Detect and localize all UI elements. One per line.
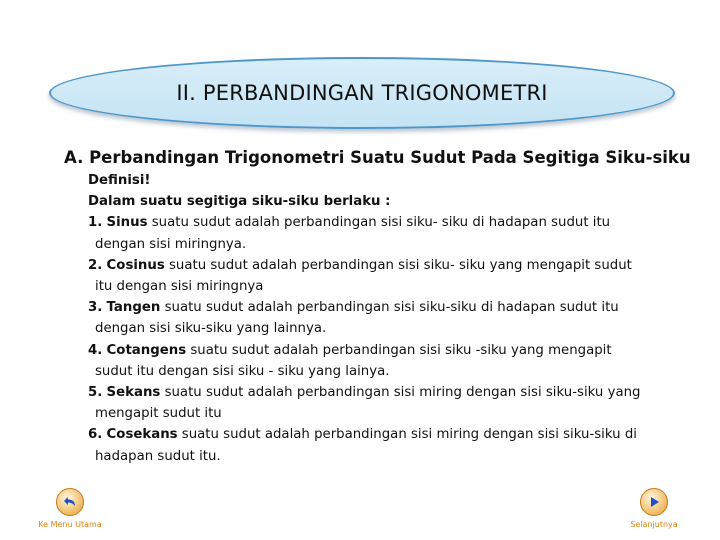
- item-text-continued: mengapit sudut itu: [95, 406, 222, 422]
- definition-intro: Dalam suatu segitiga siku-siku berlaku :: [88, 194, 391, 210]
- item-text-continued: hadapan sudut itu.: [95, 448, 221, 464]
- list-item: [88, 340, 688, 382]
- item-term: Tangen: [106, 300, 161, 316]
- main-menu-label: Ke Menu Utama: [38, 520, 102, 529]
- list-item: [88, 382, 688, 424]
- item-text-continued: dengan sisi miringnya.: [95, 236, 247, 252]
- list-item: [88, 424, 688, 466]
- item-term: Sinus: [106, 215, 148, 231]
- item-number: 3.: [88, 300, 103, 316]
- item-term: Cosekans: [106, 427, 178, 443]
- list-item: [88, 212, 688, 254]
- main-menu-button[interactable]: [30, 488, 110, 532]
- definition-content: [88, 170, 688, 467]
- item-term: Cosinus: [106, 257, 165, 273]
- item-number: 4.: [88, 342, 103, 358]
- next-label: Selanjutnya: [630, 520, 678, 529]
- item-text: suatu sudut adalah perbandingan sisi siku- siku di hadapan sudut itu: [147, 215, 611, 231]
- item-number: 2.: [88, 257, 103, 273]
- section-heading: A. Perbandingan Trigonometri Suatu Sudut Pada Segitiga Siku-siku: [64, 148, 691, 167]
- item-text: suatu sudut adalah perbandingan sisi siku -siku yang mengapit: [186, 342, 612, 358]
- item-text-continued: dengan sisi siku-siku yang lainnya.: [95, 321, 327, 337]
- item-text: suatu sudut adalah perbandingan sisi siku- siku yang mengapit sudut: [164, 257, 632, 273]
- play-next-icon[interactable]: [640, 488, 668, 516]
- item-text: suatu sudut adalah perbandingan sisi miring dengan sisi siku-siku di: [177, 427, 637, 443]
- back-arrow-icon[interactable]: [56, 488, 84, 516]
- item-text: suatu sudut adalah perbandingan sisi siku-siku di hadapan sudut itu: [160, 300, 619, 316]
- item-term: Sekans: [106, 385, 161, 401]
- next-button[interactable]: [614, 488, 694, 532]
- item-number: 5.: [88, 385, 103, 401]
- item-text-continued: itu dengan sisi miringnya: [95, 279, 264, 295]
- list-item: [88, 255, 688, 297]
- list-item: [88, 297, 688, 339]
- item-text-continued: sudut itu dengan sisi siku - siku yang lainya.: [95, 363, 390, 379]
- item-term: Cotangens: [106, 342, 187, 358]
- item-text: suatu sudut adalah perbandingan sisi miring dengan sisi siku-siku yang: [160, 385, 641, 401]
- item-number: 1.: [88, 215, 103, 231]
- item-number: 6.: [88, 427, 103, 443]
- definition-label: Definisi!: [88, 173, 151, 188]
- title-banner: [49, 57, 675, 129]
- page-title: II. PERBANDINGAN TRIGONOMETRI: [176, 81, 548, 105]
